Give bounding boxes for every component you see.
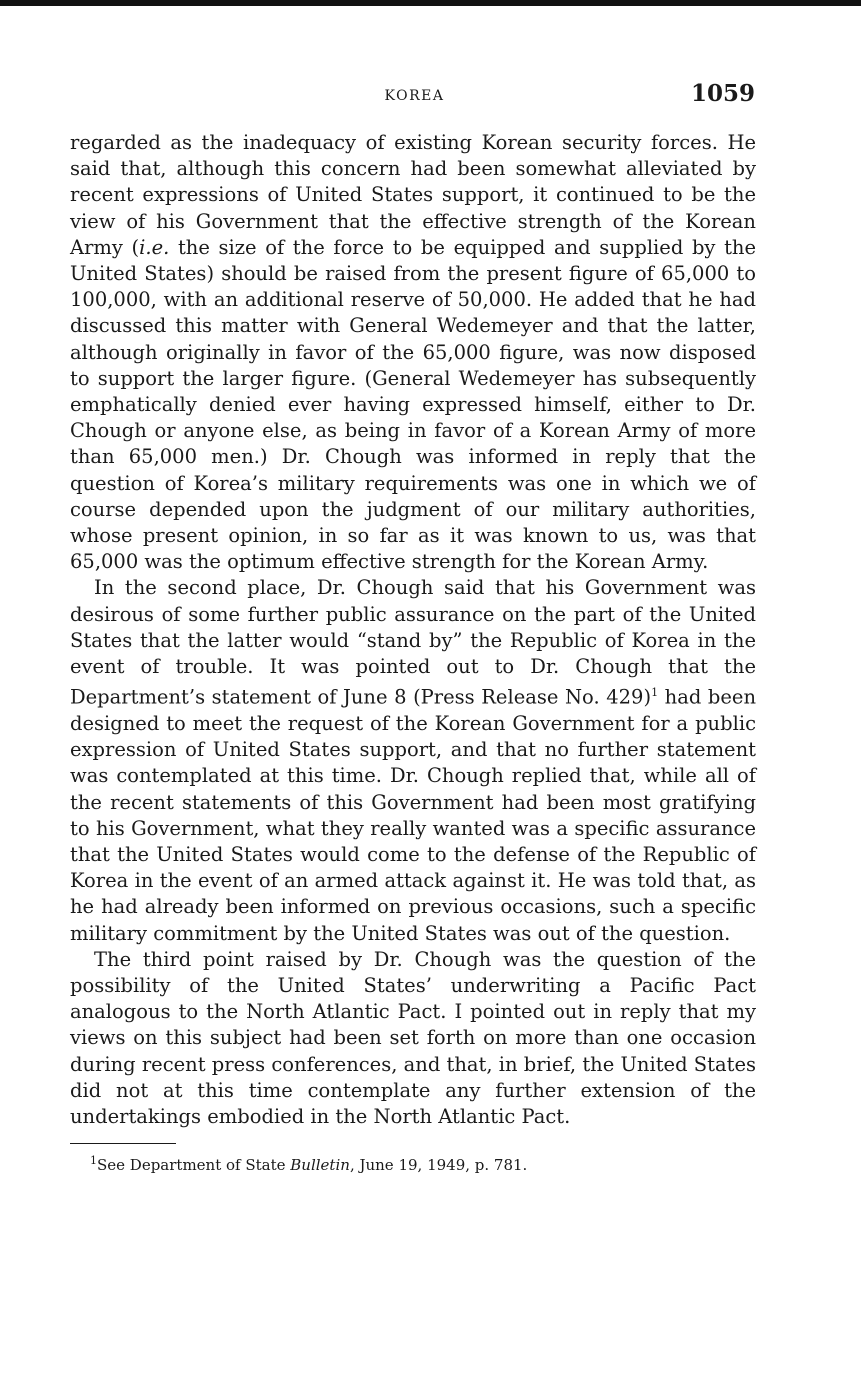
running-header: KOREA — [384, 88, 445, 104]
footnote — [90, 1154, 527, 1174]
paragraph-1 — [70, 130, 756, 575]
paragraph-2-text: In the second place, Dr. Chough said that his Government was desirous of some further public assurance on the part of the United States that the latter would “stand by” the Republic of Korea in the event of trouble. It was pointed out to Dr. Chough that the Department’s statement of June 8 (Press Release No. 429) — [70, 576, 756, 709]
footnote-text-rest: , June 19, 1949, p. 781. — [349, 1156, 528, 1174]
footnote-marker: 1 — [90, 1154, 97, 1167]
paragraph-2-text-rest: had been designed to meet the request of the Korean Government for a public expression of United States support, and that no further statement was contemplated at this time. Dr. Chough replied that, while all of the recent statements of this Government had been most gratifying to his Government, what they really wanted was a specific assurance that the United States would come to the defense of the Republic of Korea in the event of an armed attack against it. He was told that, as he had already been informed on previous occasions, such a specific military commitment by the United States was out of the question. — [70, 685, 757, 945]
footnote-italic: Bulletin — [290, 1156, 350, 1174]
paragraph-1-italic: i.e. — [139, 235, 170, 259]
page-number: 1059 — [690, 80, 755, 107]
page-top-rule — [0, 0, 861, 6]
footnote-text: See Department of State — [97, 1156, 291, 1174]
paragraph-3 — [70, 947, 756, 1130]
footnote-reference: 1 — [651, 686, 659, 700]
paragraph-1-text: regarded as the inadequacy of existing Korean security forces. He said that, although this concern had been somewhat alleviated by recent expressions of United States support, it continued to be the view of his Government that the effective strength of the Korean Army ( — [70, 131, 756, 259]
main-text — [70, 130, 756, 1130]
paragraph-3-text: The third point raised by Dr. Chough was the question of the possibility of the United States’ underwriting a Pacific Pact analogous to the North Atlantic Pact. I pointed out in reply that my views on this subject had been set forth on more than one occasion during recent press conferences, and that, in brief, the United States did not at this time contemplate any further extension of the undertakings embodied in the North Atlantic Pact. — [70, 947, 756, 1129]
footnote-divider — [70, 1143, 176, 1144]
paragraph-2 — [70, 575, 756, 946]
paragraph-1-text-rest: the size of the force to be equipped and supplied by the United States) should be raised from the present figure of 65,000 to 100,000, with an additional reserve of 50,000. He added that he had discussed this matter with General Wedemeyer and that the latter, although originally in favor of the 65,000 figure, was now disposed to support the larger figure. (General Wedemeyer has subsequently emphatically denied ever having expressed himself, either to Dr. Chough or anyone else, as being in favor of a Korean Army of more than 65,000 men.) Dr. Chough was informed in reply that the question of Korea’s military requirements was one in which we of course depended upon the judgment of our military authorities, whose present opinion, in so far as it was known to us, was that 65,000 was the optimum effective strength for the Korean Army. — [70, 235, 757, 574]
